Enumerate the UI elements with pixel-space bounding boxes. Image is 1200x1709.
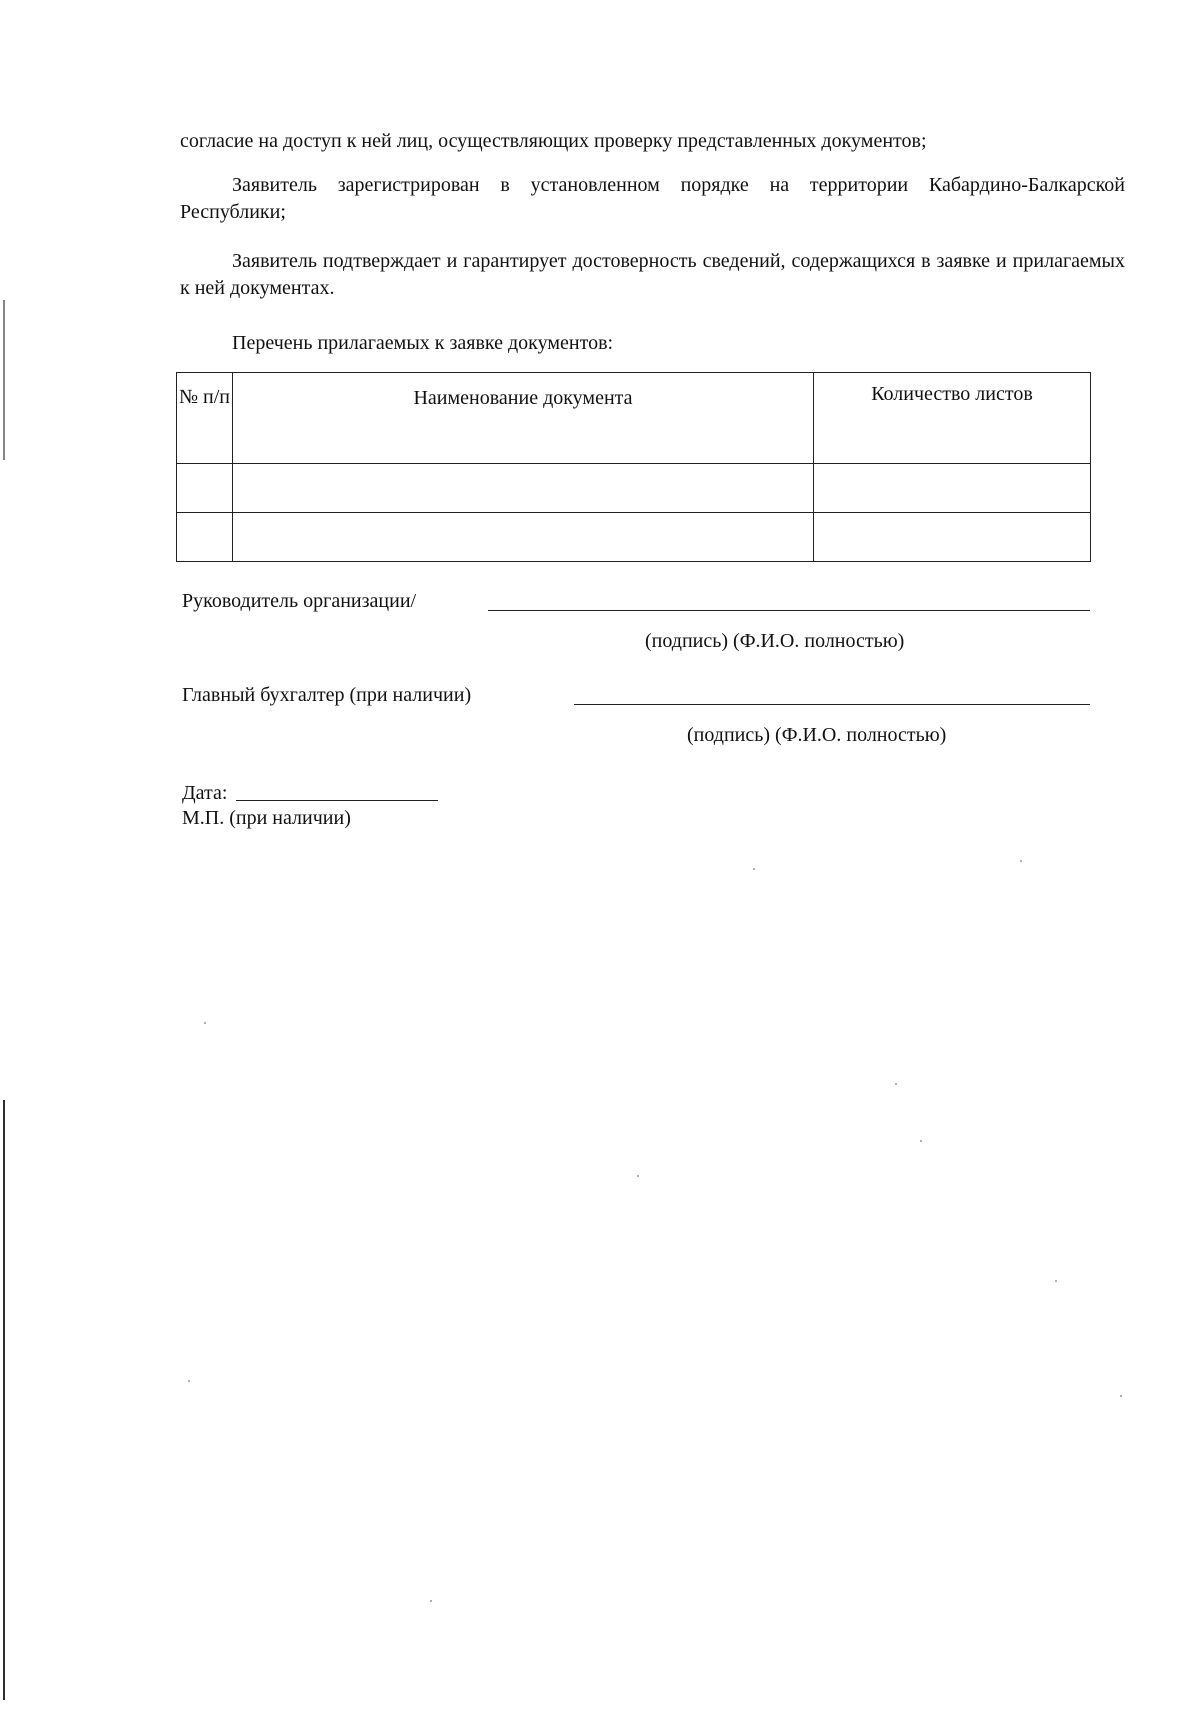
table-header-row — [177, 373, 1091, 464]
cell-document-name[interactable] — [233, 513, 814, 562]
scan-speck — [753, 868, 755, 870]
head-signature-line[interactable] — [488, 610, 1090, 611]
scan-speck — [1020, 860, 1022, 862]
cell-number[interactable] — [177, 513, 233, 562]
scan-speck — [188, 1380, 190, 1382]
consent-line: согласие на доступ к ней лиц, осуществляющих проверку представленных документов; — [180, 130, 927, 152]
documents-table — [176, 372, 1091, 562]
cell-sheet-count[interactable] — [814, 513, 1091, 562]
scan-speck — [637, 1175, 639, 1177]
stamp-label: М.П. (при наличии) — [182, 807, 351, 829]
scan-speck — [895, 1083, 897, 1085]
cell-number[interactable] — [177, 464, 233, 513]
paragraph-registered: Заявитель зарегистрирован в установленном порядке на территории Кабардино-Балкарской Республики; — [180, 174, 1125, 223]
accountant-signature-line[interactable] — [574, 704, 1090, 705]
head-signature-caption: (подпись) (Ф.И.О. полностью) — [645, 630, 905, 652]
head-signature-label: Руководитель организации/ — [182, 590, 417, 612]
table-row — [177, 513, 1091, 562]
header-sheet-count: Количество листов — [814, 373, 1091, 464]
scan-edge-mark — [3, 300, 5, 460]
scan-speck — [920, 1140, 922, 1142]
table-row — [177, 464, 1091, 513]
scan-speck — [1120, 1395, 1122, 1397]
header-number: № п/п — [177, 373, 233, 464]
paragraph-guarantee: Заявитель подтверждает и гарантирует достоверность сведений, содержащихся в заявке и прилагаемых к ней документах. — [180, 250, 1125, 299]
accountant-signature-caption: (подпись) (Ф.И.О. полностью) — [687, 724, 947, 746]
header-document-name: Наименование документа — [233, 373, 814, 464]
scan-edge-mark — [3, 1100, 5, 1700]
cell-document-name[interactable] — [233, 464, 814, 513]
scan-speck — [430, 1600, 432, 1602]
scan-speck — [1055, 1280, 1057, 1282]
date-label: Дата: — [182, 782, 228, 804]
accountant-signature-label: Главный бухгалтер (при наличии) — [182, 684, 472, 706]
scan-speck — [204, 1022, 206, 1024]
documents-list-heading: Перечень прилагаемых к заявке документов: — [232, 332, 614, 354]
cell-sheet-count[interactable] — [814, 464, 1091, 513]
date-line[interactable] — [236, 800, 438, 801]
